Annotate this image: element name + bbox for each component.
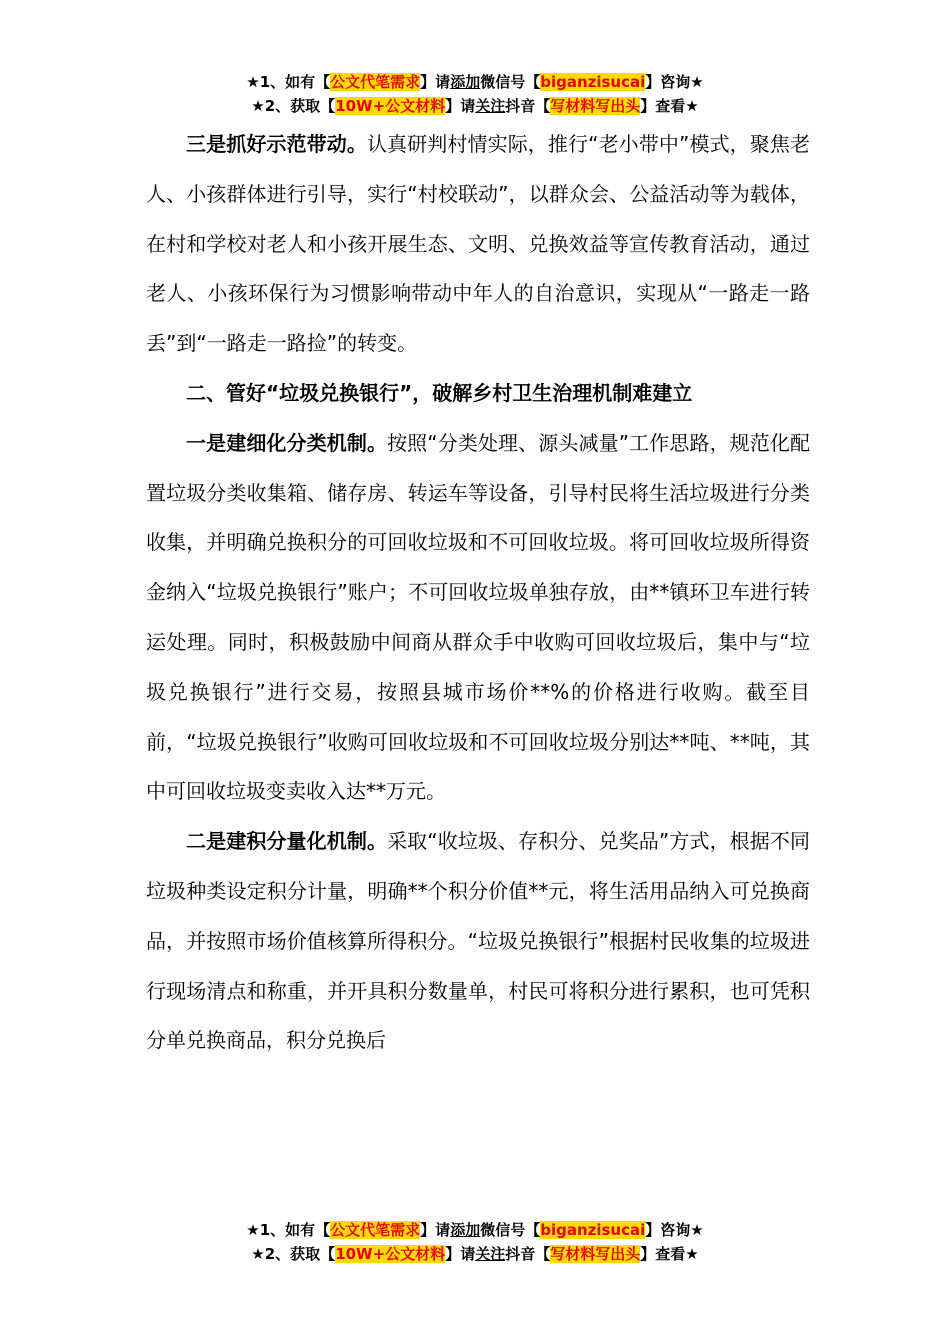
banner-line-1	[0, 70, 950, 94]
wechat-id-highlight: biganzisucai	[540, 1221, 646, 1239]
banner-text: 】咨询★	[645, 1221, 704, 1239]
banner-text: 微信号【	[480, 73, 541, 91]
banner-line-2	[0, 94, 950, 118]
banner-text: 】查看★	[640, 1245, 699, 1263]
highlight-text: 10W+公文材料	[335, 1245, 446, 1263]
banner-text: 抖音【	[505, 1245, 551, 1263]
paragraph-lead: 一是建细化分类机制。	[186, 430, 388, 455]
highlight-text: 公文代笔需求	[330, 73, 421, 91]
banner-text: 】请	[420, 1221, 451, 1239]
paragraph-body: 按照“分类处理、源头减量”工作思路，规范化配置垃圾分类收集箱、储存房、转运车等设备，引导村民将生活垃圾进行分类收集，并明确兑换积分的可回收垃圾和不可回收垃圾。将可回收垃圾所得资金纳入“垃圾兑换银行”账户；不可回收垃圾单独存放，由**镇环卫车进行转运处理。同时，积极鼓励中间商从群众手中收购可回收垃圾后，集中与“垃圾兑换银行”进行交易，按照县城市场价**%的价格进行收购。截至目前，“垃圾兑换银行”收购可回收垃圾和不可回收垃圾分别达**吨、**吨，其中可回收垃圾变卖收入达**万元。	[146, 430, 810, 804]
paragraph-body: 认真研判村情实际，推行“老小带中”模式，聚焦老人、小孩群体进行引导，实行“村校联动”，以群众会、公益活动等为载体，在村和学校对老人和小孩开展生态、文明、兑换效益等宣传教育活动，通过老人、小孩环保行为习惯影响带动中年人的自治意识，实现从“一路走一路丢”到“一路走一路捡”的转变。	[146, 132, 810, 356]
douyin-id-highlight: 写材料写出头	[550, 1245, 641, 1263]
underlined-text: 添加	[450, 1221, 481, 1239]
paragraph-body: 采取“收垃圾、存积分、兑奖品”方式，根据不同垃圾种类设定积分计量，明确**个积分价值**元，将生活用品纳入可兑换商品，并按照市场价值核算所得积分。“垃圾兑换银行”根据村民收集的垃圾进行现场清点和称重，并开具积分数量单，村民可将积分进行累积，也可凭积分单兑换商品，积分兑换后	[146, 829, 810, 1053]
header-banner	[0, 70, 950, 118]
banner-text: 抖音【	[505, 97, 551, 115]
banner-text: 】咨询★	[645, 73, 704, 91]
underlined-text: 关注	[475, 97, 506, 115]
wechat-id-highlight: biganzisucai	[540, 73, 646, 91]
banner-text: ★1、如有【	[246, 73, 331, 91]
section-heading: 二、管好“垃圾兑换银行”，破解乡村卫生治理机制难建立	[186, 380, 693, 405]
highlight-text: 公文代笔需求	[330, 1221, 421, 1239]
footer-line-2	[0, 1242, 950, 1266]
banner-text: ★2、获取【	[251, 1245, 336, 1263]
underlined-text: 关注	[475, 1245, 506, 1263]
banner-text: 微信号【	[480, 1221, 541, 1239]
banner-text: 】查看★	[640, 97, 699, 115]
footer-line-1	[0, 1218, 950, 1242]
highlight-text: 10W+公文材料	[335, 97, 446, 115]
douyin-id-highlight: 写材料写出头	[550, 97, 641, 115]
banner-text: 】请	[445, 97, 476, 115]
paragraph-lead: 二是建积分量化机制。	[186, 829, 388, 854]
paragraph-points	[146, 817, 810, 1066]
underlined-text: 添加	[450, 73, 481, 91]
banner-text: ★1、如有【	[246, 1221, 331, 1239]
paragraph-lead: 三是抓好示范带动。	[186, 132, 367, 156]
paragraph-demonstration	[146, 120, 810, 369]
paragraph-classification	[146, 419, 810, 817]
banner-text: ★2、获取【	[251, 97, 336, 115]
document-body	[146, 120, 810, 1066]
banner-text: 】请	[445, 1245, 476, 1263]
footer-banner	[0, 1218, 950, 1266]
banner-text: 】请	[420, 73, 451, 91]
